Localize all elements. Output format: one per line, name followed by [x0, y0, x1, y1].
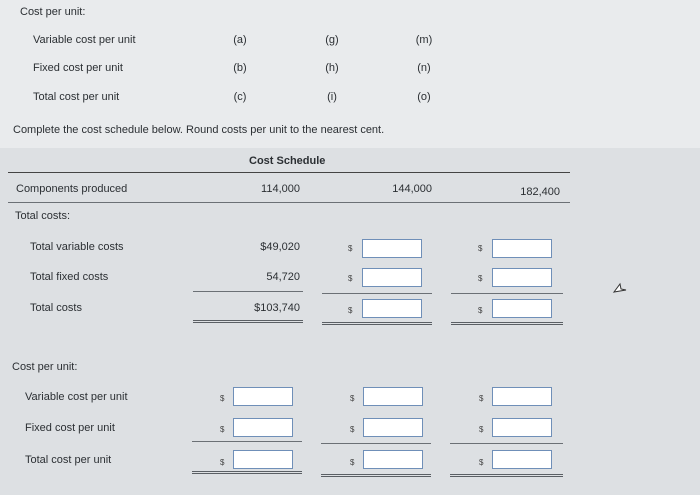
total-variable-costs-value: $49,020: [260, 241, 300, 253]
total-costs-row-label: Total costs: [30, 302, 82, 314]
ref-n: (n): [417, 62, 431, 74]
currency-symbol: $: [220, 458, 225, 467]
variable-cost-per-unit-114000-input[interactable]: [233, 387, 293, 406]
unit-subtotal-rule: [450, 443, 563, 444]
currency-symbol: $: [478, 244, 483, 253]
column-header-2: 144,000: [392, 183, 432, 195]
currency-symbol: $: [350, 458, 355, 467]
currency-symbol: $: [220, 394, 225, 403]
unit-total-double-rule: [192, 471, 302, 474]
total-costs-144000-input[interactable]: [362, 299, 422, 318]
total-variable-costs-144000-input[interactable]: [362, 239, 422, 258]
instruction-text: Complete the cost schedule below. Round costs per unit to the nearest cent.: [13, 124, 385, 136]
column-header-3: 182,400: [520, 186, 560, 198]
total-variable-costs-182400-input[interactable]: [492, 239, 552, 258]
ref-o: (o): [417, 91, 431, 103]
ref-c: (c): [233, 91, 247, 103]
total-costs-value: $103,740: [254, 302, 300, 314]
components-label: Components produced: [16, 183, 128, 195]
ref-m: (m): [415, 34, 433, 46]
ref-i: (i): [327, 91, 337, 103]
variable-cost-per-unit-182400-input[interactable]: [492, 387, 552, 406]
currency-symbol: $: [479, 425, 484, 434]
subtotal-rule: [193, 291, 303, 292]
header-underline: [8, 202, 570, 203]
mouse-cursor-icon: [612, 282, 628, 298]
total-cost-per-unit-114000-input[interactable]: [233, 450, 293, 469]
total-costs-182400-input[interactable]: [492, 299, 552, 318]
column-header-1: 114,000: [261, 183, 300, 195]
ref-g: (g): [325, 34, 339, 46]
currency-symbol: $: [479, 458, 484, 467]
currency-symbol: $: [348, 244, 353, 253]
unit-subtotal-rule: [192, 441, 302, 442]
ref-a: (a): [233, 34, 247, 46]
schedule-title: Cost Schedule: [249, 155, 326, 167]
currency-symbol: $: [478, 306, 483, 315]
ref-b: (b): [233, 62, 247, 74]
total-cost-per-unit-144000-input[interactable]: [363, 450, 423, 469]
currency-symbol: $: [220, 425, 225, 434]
reference-label-total: Total cost per unit: [33, 91, 120, 103]
subtotal-rule: [322, 293, 432, 294]
ref-h: (h): [325, 62, 339, 74]
currency-symbol: $: [350, 425, 355, 434]
reference-label-variable: Variable cost per unit: [33, 34, 136, 46]
total-fixed-costs-182400-input[interactable]: [492, 268, 552, 287]
fixed-cost-per-unit-144000-input[interactable]: [363, 418, 423, 437]
unit-section-title: Cost per unit:: [12, 361, 78, 373]
total-costs-label: Total costs:: [15, 210, 71, 222]
total-double-rule: [193, 320, 303, 323]
total-cost-per-unit-label: Total cost per unit: [25, 454, 112, 466]
currency-symbol: $: [348, 306, 353, 315]
unit-total-double-rule: [450, 474, 563, 477]
total-double-rule: [322, 322, 432, 325]
total-cost-per-unit-182400-input[interactable]: [492, 450, 552, 469]
reference-label-fixed: Fixed cost per unit: [33, 62, 123, 74]
fixed-cost-per-unit-114000-input[interactable]: [233, 418, 293, 437]
total-fixed-costs-144000-input[interactable]: [362, 268, 422, 287]
currency-symbol: $: [348, 274, 353, 283]
total-variable-costs-label: Total variable costs: [30, 241, 124, 253]
currency-symbol: $: [479, 394, 484, 403]
schedule-title-rule: [8, 172, 570, 173]
unit-subtotal-rule: [321, 443, 431, 444]
total-double-rule: [451, 322, 563, 325]
variable-cost-per-unit-label: Variable cost per unit: [25, 391, 128, 403]
fixed-cost-per-unit-182400-input[interactable]: [492, 418, 552, 437]
unit-total-double-rule: [321, 474, 431, 477]
currency-symbol: $: [350, 394, 355, 403]
reference-title: Cost per unit:: [20, 6, 86, 18]
variable-cost-per-unit-144000-input[interactable]: [363, 387, 423, 406]
fixed-cost-per-unit-label: Fixed cost per unit: [25, 422, 115, 434]
subtotal-rule: [451, 293, 563, 294]
total-fixed-costs-value: 54,720: [266, 271, 300, 283]
currency-symbol: $: [478, 274, 483, 283]
total-fixed-costs-label: Total fixed costs: [30, 271, 109, 283]
